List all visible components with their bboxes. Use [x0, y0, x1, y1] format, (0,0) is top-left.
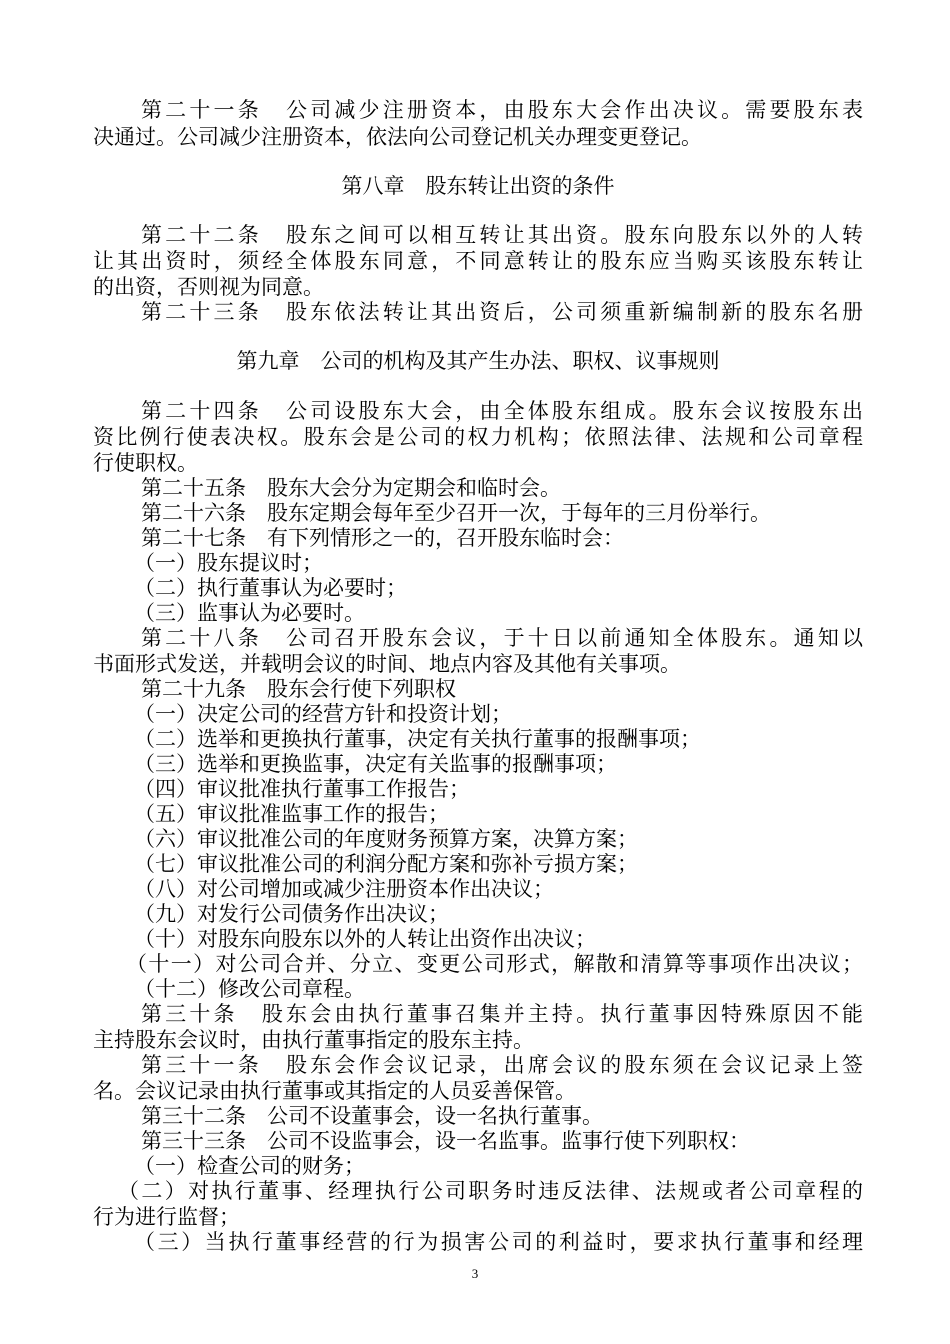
list-item: （八）对公司增加或减少注册资本作出决议；	[134, 877, 554, 901]
text-line: 第二十五条 股东大会分为定期会和临时会。	[141, 476, 561, 500]
text-line: 第二十四条 公司设股东大会，由全体股东组成。股东会议按股东出	[141, 399, 863, 423]
list-item: （三）选举和更换监事，决定有关监事的报酬事项；	[134, 752, 617, 776]
list-item: （七）审议批准公司的利润分配方案和弥补亏损方案；	[134, 852, 638, 876]
text-line: 第三十二条 公司不设董事会，设一名执行董事。	[141, 1104, 603, 1128]
text-line: 第二十六条 股东定期会每年至少召开一次，于每年的三月份举行。	[141, 501, 771, 525]
list-item: （十）对股东向股东以外的人转让出资作出决议；	[134, 927, 596, 951]
text-line: 第二十九条 股东会行使下列职权	[141, 677, 456, 701]
list-item: （二）执行董事认为必要时；	[134, 576, 407, 600]
list-item: （六）审议批准公司的年度财务预算方案，决算方案；	[134, 827, 638, 851]
text-line: 第三十条 股东会由执行董事召集并主持。执行董事因特殊原因不能	[141, 1002, 863, 1026]
list-item: （一）检查公司的财务；	[134, 1154, 365, 1178]
text-line: 第二十三条 股东依法转让其出资后，公司须重新编制新的股东名册	[141, 300, 863, 324]
chapter-heading: 第九章 公司的机构及其产生办法、职权、议事规则	[236, 349, 720, 373]
text-line: 第二十八条 公司召开股东会议，于十日以前通知全体股东。通知以	[141, 626, 863, 650]
text-line: 第三十三条 公司不设监事会，设一名监事。监事行使下列职权：	[141, 1129, 750, 1153]
text-line: 第二十一条 公司减少注册资本，由股东大会作出决议。需要股东表	[141, 98, 863, 122]
list-item: （二）选举和更换执行董事，决定有关执行董事的报酬事项；	[134, 727, 701, 751]
text-line: 第三十一条 股东会作会议记录，出席会议的股东须在会议记录上签	[141, 1053, 863, 1077]
text-line: 让其出资时，须经全体股东同意，不同意转让的股东应当购买该股东转让	[93, 249, 863, 273]
text-line: 行为进行监督；	[93, 1205, 240, 1229]
text-line: 主持股东会议时，由执行董事指定的股东主持。	[93, 1028, 534, 1052]
list-item: （九）对发行公司债务作出决议；	[134, 902, 449, 926]
list-item: （二）对执行董事、经理执行公司职务时违反法律、法规或者公司章程的	[118, 1179, 863, 1203]
list-item: （四）审议批准执行董事工作报告；	[134, 777, 470, 801]
text-line: 第二十七条 有下列情形之一的，召开股东临时会：	[141, 526, 624, 550]
list-item: （三）当执行董事经营的行为损害公司的利益时，要求执行董事和经理	[134, 1230, 863, 1254]
list-item: （十一）对公司合并、分立、变更公司形式，解散和清算等事项作出决议；	[126, 952, 863, 976]
text-line: 的出资，否则视为同意。	[93, 275, 324, 299]
text-line: 决通过。公司减少注册资本，依法向公司登记机关办理变更登记。	[93, 125, 702, 149]
list-item: （一）决定公司的经营方针和投资计划；	[134, 702, 512, 726]
page-number: 3	[471, 1266, 479, 1281]
text-line: 名。会议记录由执行董事或其指定的人员妥善保管。	[93, 1079, 576, 1103]
chapter-heading: 第八章 股东转让出资的条件	[341, 174, 615, 198]
list-item: （十二）修改公司章程。	[134, 977, 365, 1001]
list-item: （三）监事认为必要时。	[134, 601, 365, 625]
text-line: 书面形式发送，并载明会议的时间、地点内容及其他有关事项。	[93, 652, 681, 676]
text-line: 行使职权。	[93, 451, 198, 475]
list-item: （五）审议批准监事工作的报告；	[134, 802, 449, 826]
text-line: 第二十二条 股东之间可以相互转让其出资。股东向股东以外的人转	[141, 223, 863, 247]
list-item: （一）股东提议时；	[134, 551, 323, 575]
text-line: 资比例行使表决权。股东会是公司的权力机构；依照法律、法规和公司章程	[93, 425, 863, 449]
